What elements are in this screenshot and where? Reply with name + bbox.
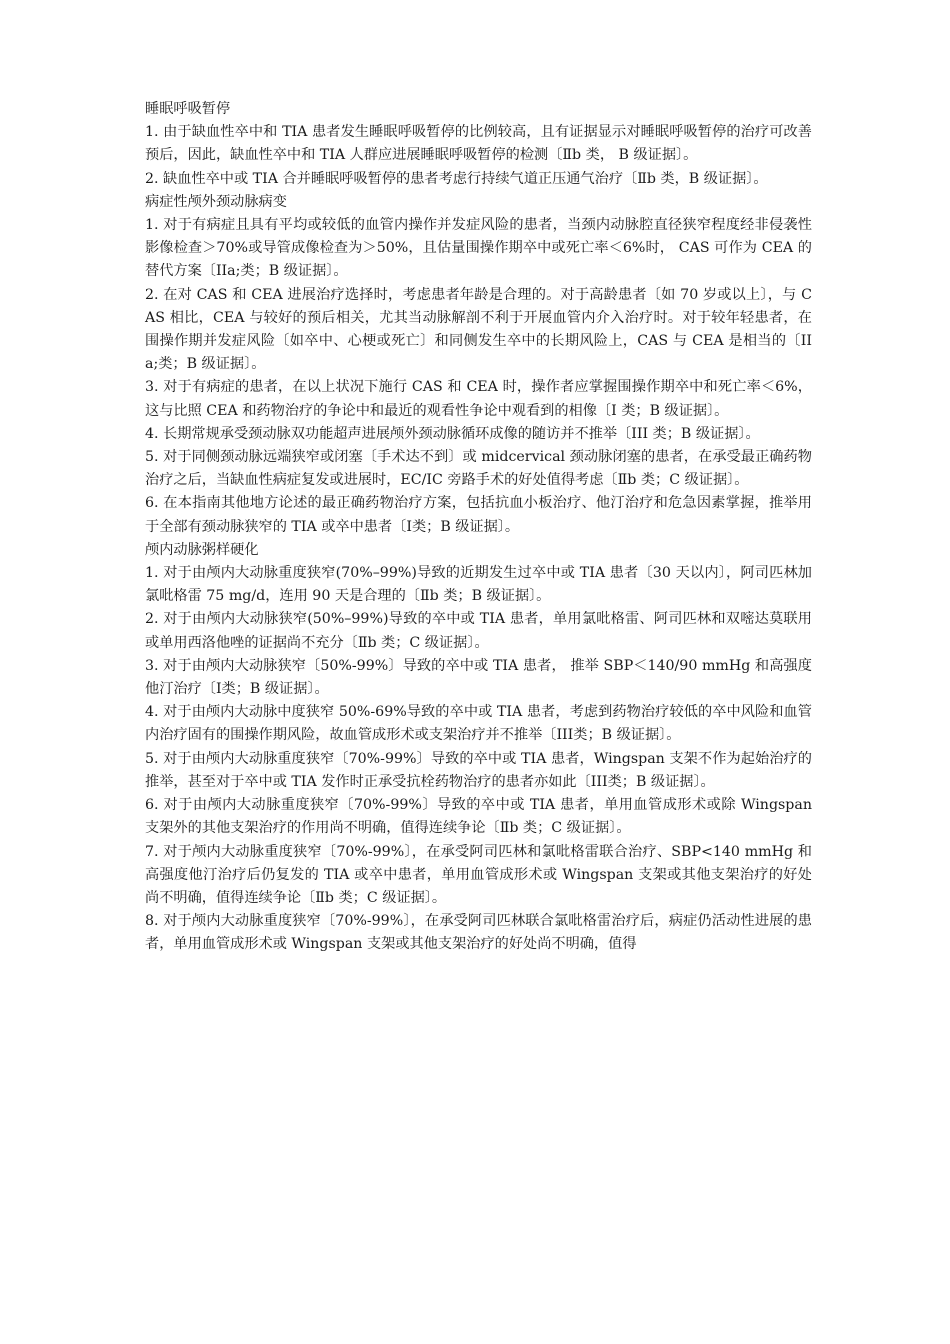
document-page (145, 98, 812, 957)
recommendation-item: 1. 由于缺血性卒中和 TIA 患者发生睡眠呼吸暂停的比例较高，且有证据显示对睡眠呼吸暂停的治疗可改善预后，因此，缺血性卒中和 TIA 人群应进展睡眠呼吸暂停的检测〔Ⅱb 类， B 级证据〕。 (145, 124, 812, 164)
section-heading: 睡眠呼吸暂停 (145, 101, 231, 117)
recommendation-item: 1. 对于由颅内大动脉重度狭窄(70%–99%)导致的近期发生过卒中或 TIA 患者〔30 天以内〕，阿司匹林加氯吡格雷 75 mg/d，连用 90 天是合理的〔Ⅱb 类；B 级证据〕。 (145, 565, 812, 605)
recommendation-item: 2. 对于由颅内大动脉狭窄(50%–99%)导致的卒中或 TIA 患者，单用氯吡格雷、阿司匹林和双嘧达莫联用或单用西洛他唑的证据尚不充分〔Ⅱb 类；C 级证据〕。 (145, 611, 812, 651)
recommendation-item: 5. 对于由颅内大动脉重度狭窄〔70%-99%〕导致的卒中或 TIA 患者，Wingspan 支架不作为起始治疗的推举，甚至对于卒中或 TIA 发作时正承受抗栓药物治疗的患者亦如此〔III类；B 级证据〕。 (145, 750, 812, 790)
recommendation-item: 4. 对于由颅内大动脉中度狭窄 50%-69%导致的卒中或 TIA 患者，考虑到药物治疗较低的卒中风险和血管内治疗固有的围操作期风险，故血管成形术或支架治疗并不推举〔III类；B 级证据〕。 (145, 704, 812, 744)
recommendation-item: 3. 对于有病症的患者，在以上状况下施行 CAS 和 CEA 时，操作者应掌握围操作期卒中和死亡率＜6%，这与比照 CEA 和药物治疗的争论中和最近的观看性争论中观看到的相像〔I 类；B 级证据〕。 (145, 379, 812, 419)
recommendation-item: 8. 对于颅内大动脉重度狭窄〔70%-99%〕，在承受阿司匹林联合氯吡格雷治疗后，病症仍活动性进展的患者，单用血管成形术或 Wingspan 支架或其他支架治疗的好处尚不明确，值得 (145, 913, 812, 953)
recommendation-item: 1. 对于有病症且具有平均或较低的血管内操作并发症风险的患者，当颈内动脉腔直径狭窄程度经非侵袭性影像检查＞70%或导管成像检查为＞50%，且估量围操作期卒中或死亡率＜6%时， CAS 可作为 CEA 的替代方案〔IIa;类；B 级证据〕。 (145, 217, 812, 280)
section-extracranial-carotid (145, 191, 812, 539)
recommendation-item: 7. 对于颅内大动脉重度狭窄〔70%-99%〕，在承受阿司匹林和氯吡格雷联合治疗、SBP<140 mmHg 和高强度他汀治疗后仍复发的 TIA 或卒中患者，单用血管成形术或 Wingspan 支架或其他支架治疗的好处尚不明确，值得连续争论〔Ⅱb 类；C 级证据〕。 (145, 843, 812, 906)
section-sleep-apnea (145, 98, 812, 191)
section-heading: 颅内动脉粥样硬化 (145, 541, 259, 558)
recommendation-item: 2. 在对 CAS 和 CEA 进展治疗选择时，考虑患者年龄是合理的。对于高龄患者〔如 70 岁或以上〕，与 CAS 相比，CEA 与较好的预后相关，尤其当动脉解剖不利于开展血管内介入治疗时。对于较年轻患者，在围操作期并发症风险〔如卒中、心梗或死亡〕和同侧发生卒中的长期风险上，CAS 与 CEA 是相当的〔IIa;类；B 级证据〕。 (145, 286, 812, 373)
recommendation-item: 2. 缺血性卒中或 TIA 合并睡眠呼吸暂停的患者考虑行持续气道正压通气治疗〔Ⅱb 类，B 级证据〕。 (145, 170, 768, 187)
recommendation-item: 5. 对于同侧颈动脉远端狭窄或闭塞〔手术达不到〕或 midcervical 颈动脉闭塞的患者，在承受最正确药物治疗之后，当缺血性病症复发或进展时，EC/IC 旁路手术的好处值得考虑〔Ⅱb 类；C 级证据〕。 (145, 449, 812, 489)
section-intracranial-atherosclerosis (145, 539, 812, 957)
recommendation-item: 6. 对于由颅内大动脉重度狭窄〔70%-99%〕导致的卒中或 TIA 患者，单用血管成形术或除 Wingspan 支架外的其他支架治疗的作用尚不明确，值得连续争论〔Ⅱb 类；C 级证据〕。 (145, 797, 812, 837)
recommendation-item: 4. 长期常规承受颈动脉双功能超声进展颅外颈动脉循环成像的随访并不推举〔III 类；B 级证据〕。 (145, 425, 760, 442)
recommendation-item: 3. 对于由颅内大动脉狭窄〔50%-99%〕导致的卒中或 TIA 患者， 推举 SBP＜140/90 mmHg 和高强度他汀治疗〔Ⅰ类；B 级证据〕。 (145, 657, 812, 698)
section-heading: 病症性颅外颈动脉病变 (145, 193, 287, 210)
recommendation-item: 6. 在本指南其他地方论述的最正确药物治疗方案，包括抗血小板治疗、他汀治疗和危急因素掌握，推举用于全部有颈动脉狭窄的 TIA 或卒中患者〔Ⅰ类；B 级证据〕。 (145, 495, 812, 535)
